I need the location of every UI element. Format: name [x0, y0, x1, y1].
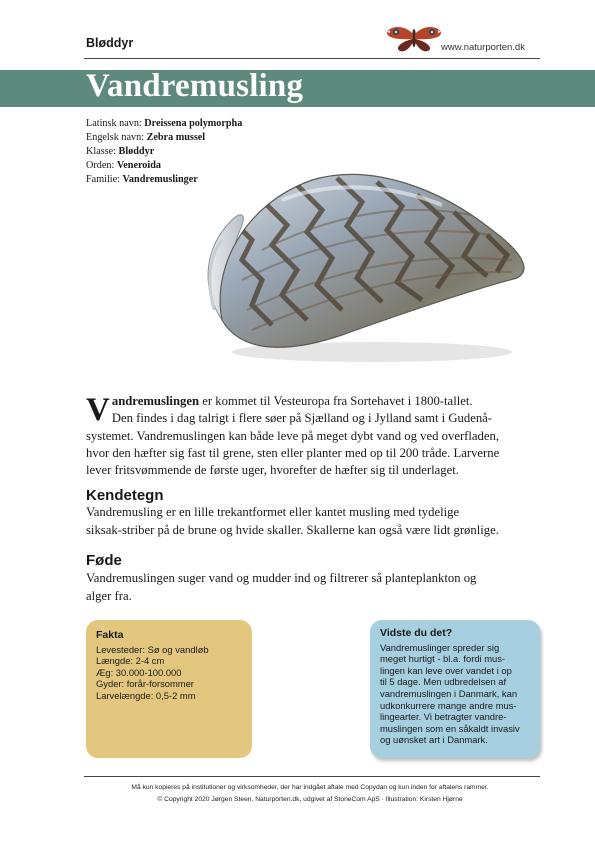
kendetegn-heading: Kendetegn: [86, 487, 164, 504]
vidste-du-det-box: [370, 620, 540, 758]
fakta-line: Æg: 30.000-100.000: [96, 666, 182, 678]
taxonomy-row: Orden: Veneroida: [86, 160, 161, 171]
zebra-mussel-illustration: [192, 160, 532, 375]
fakta-line: Levesteder: Sø og vandløb: [96, 643, 209, 655]
butterfly-icon: [384, 24, 444, 54]
fakta-box: [86, 620, 252, 758]
vidste-line: vandremuslingen i Danmark, kan: [380, 687, 518, 699]
vidste-line: muslingen som en såkaldt invasiv: [380, 722, 520, 734]
taxonomy-row: Latinsk navn: Dreissena polymorpha: [86, 118, 243, 129]
fakta-line: Larvelængde: 0,5-2 mm: [96, 689, 196, 701]
vidste-line: lingearter. Vi betragter vandre-: [380, 711, 507, 723]
fakta-line: Gyder: forår-forsommer: [96, 678, 194, 690]
vidste-line: Vandremuslinger spreder sig: [380, 641, 500, 653]
taxonomy-row: Klasse: Bløddyr: [86, 146, 155, 157]
copyright-line: © Copyright 2020 Jørgen Steen, Naturporten.dk, udgivet af StoneCom ApS · Illustration: Kirsten Hjørne: [157, 796, 463, 803]
taxonomy-row: Familie: Vandremuslinger: [86, 174, 198, 185]
website-text[interactable]: www.naturporten.dk: [441, 42, 525, 53]
fode-heading: Føde: [86, 552, 122, 569]
taxonomy-row: Engelsk navn: Zebra mussel: [86, 132, 206, 143]
fode-text: Vandremuslingen suger vand og mudder ind og filtrerer så planteplankton og alger fra.: [86, 571, 477, 603]
fakta-line: Længde: 2-4 cm: [96, 655, 165, 667]
intro-paragraph: V andremuslingen er kommet til Vesteuropa fra Sortehavet i 1800-tallet. Den findes i dag talrigt i flere søer på Sjælland og i Jylland samt i Gudenå- systemet. Vandremuslingen kan både leve på meget dybt vand og ved overfladen, hvor den hæfter sig fast til grene, sten eller planter med op til 200 tråde. Larverne lever fritsvømmende de første uger, hvorefter de hæfter sig til underlaget.: [86, 392, 500, 478]
kendetegn-text: Vandremusling er en lille trekantformet eller kantet musling med tydelige siksak-striber på de brune og hvide skaller. Skallerne kan også være lidt grønlige.: [86, 505, 499, 537]
page-title: Vandremusling: [86, 68, 304, 104]
vidste-line: til 5 dage. Men udbredelsen af: [380, 676, 507, 688]
vidste-line: meget hurtigt - bl.a. fordi mus-: [380, 653, 506, 665]
vidste-line: lingen kan leve over vandet i op: [380, 664, 512, 676]
vidste-line: udkonkurrere mange andre mus-: [380, 699, 517, 711]
copy-notice: Må kun kopieres på institutioner og virksomheder, der har indgået aftale med Copydan og kun inden for aftalens rammer.: [131, 784, 489, 791]
footer-divider: [84, 776, 540, 777]
vidste-title: Vidste du det?: [380, 627, 453, 639]
category-label: Bløddyr: [86, 36, 134, 50]
vidste-line: og uønsket art i Danmark.: [380, 734, 488, 746]
naturporten-logo[interactable]: [384, 24, 544, 58]
header-divider: [84, 58, 540, 59]
fakta-title: Fakta: [96, 629, 124, 641]
drop-cap: V: [86, 392, 110, 428]
